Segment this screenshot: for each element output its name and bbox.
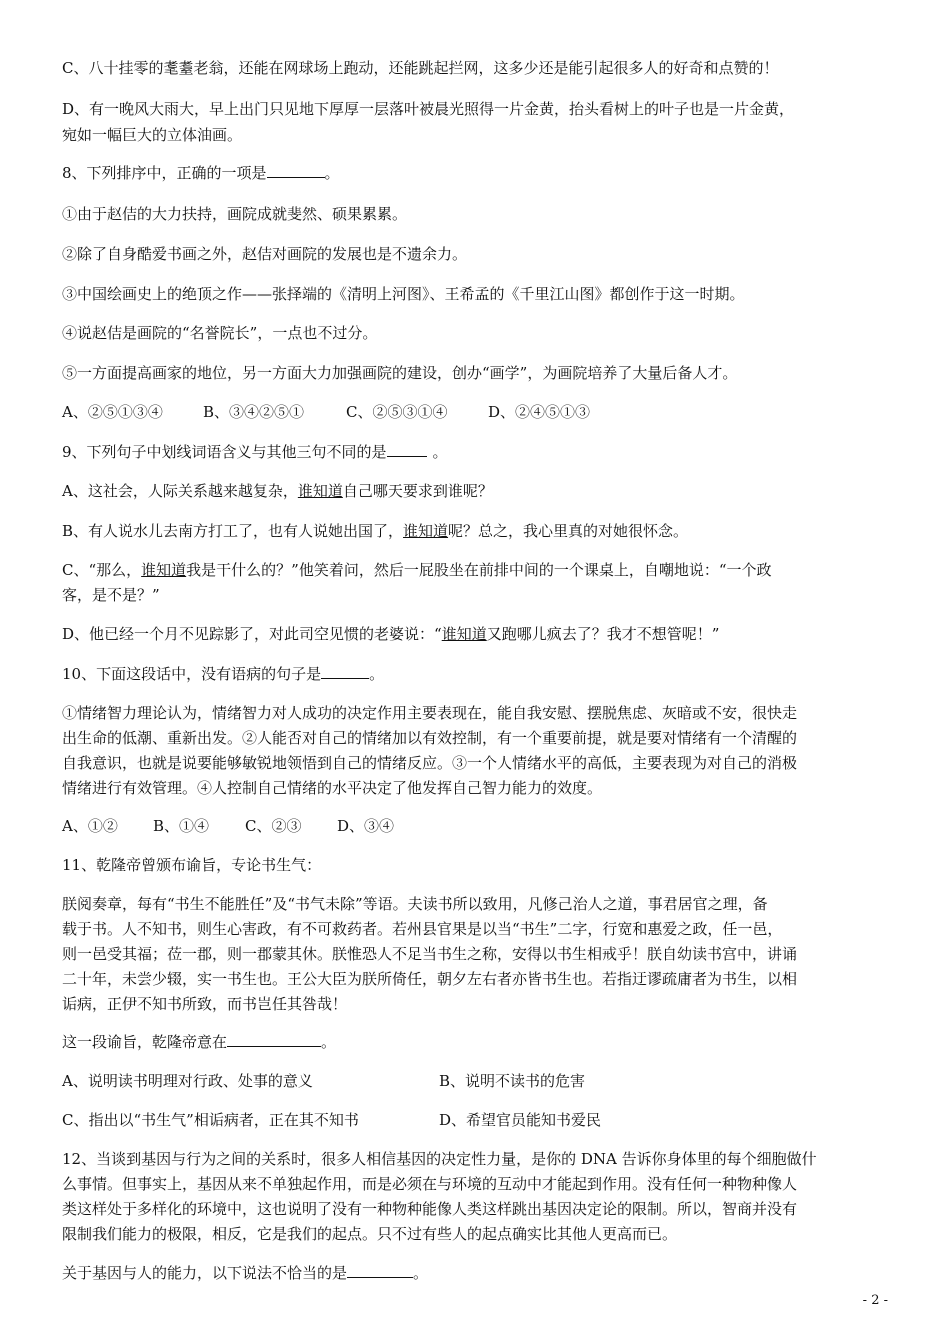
q8-sentence-4: ④说赵佶是画院的“名誉院长”，一点也不过分。 <box>62 324 378 342</box>
q9-stem <box>62 442 888 462</box>
q9-a-underlined: 谁知道 <box>297 482 343 500</box>
page-number: - 2 - <box>862 1293 888 1308</box>
q10-options <box>62 816 888 836</box>
q9-d-text-end: 又跑哪儿疯去了？我才不想管呢！” <box>486 625 720 643</box>
q12-question-text: 关于基因与人的能力，以下说法不恰当的是 <box>62 1264 348 1282</box>
q12-answer-blank <box>347 1263 413 1278</box>
q8-option-b: B、③④②⑤① <box>203 403 305 421</box>
q9-a-text: A、这社会，人际关系越来越复杂， <box>62 482 298 500</box>
q7-option-c: C、八十挂零的耄耋老翁，还能在网球场上跑动，还能跳起拦网，这多少还是能引起很多人的好奇和点赞的！ <box>62 59 779 77</box>
q8-option-a: A、②⑤①③④ <box>62 403 163 421</box>
q9-d-text: D、他已经一个月不见踪影了，对此司空见惯的老婆说：“ <box>62 625 442 643</box>
q11-option-b: B、说明不读书的危害 <box>439 1072 586 1090</box>
q8-stem-end: 。 <box>324 164 340 182</box>
q12-question-end: 。 <box>413 1264 429 1282</box>
q9-option-d <box>62 624 888 644</box>
q9-b-text: B、有人说水儿去南方打工了，也有人说她出国了， <box>62 522 404 540</box>
q9-b-text-end: 呢？总之，我心里真的对她很怀念。 <box>448 522 689 540</box>
q12-passage-line2: 么事情。但事实上，基因从来不单独起作用，而是必须在与环境的互动中才能起到作用。没有任何一种物种像人 <box>62 1175 798 1193</box>
q12-passage-line3: 类这样处于多样化的环境中，这也说明了没有一种物种能像人类这样跳出基因决定论的限制。所以，智商并没有 <box>62 1200 798 1218</box>
q11-passage-line2: 载于书。人不知书，则生心害政，有不可救药者。若州县官果是以当“书生”二字，行宽和惠爱之政，任一邑， <box>62 920 783 938</box>
q9-b-underlined: 谁知道 <box>403 522 449 540</box>
q8-sentence-5: ⑤一方面提高画家的地位，另一方面大力加强画院的建设，创办“画学”，为画院培养了大量后备人才。 <box>62 364 738 382</box>
q8-option-c: C、②⑤③①④ <box>346 403 448 421</box>
q11-passage-line1: 朕阅奏章，每有“书生不能胜任”及“书气未除”等语。夫读书所以致用，凡修己治人之道，事君居官之理，备 <box>62 895 768 913</box>
q7-option-d-line2: 宛如一幅巨大的立体油画。 <box>62 126 243 144</box>
q7-option-d-line1: D、有一晚风大雨大，早上出门只见地下厚厚一层落叶被晨光照得一片金黄，抬头看树上的叶子也是一片金黄， <box>62 100 795 118</box>
q11-passage-line5: 诟病，正伊不知书所致，而书岂任其咎哉！ <box>62 995 348 1013</box>
q11-passage-line3: 则一邑受其福；莅一郡，则一郡蒙其休。朕惟恐人不足当书生之称，安得以书生相戒乎！朕自幼读书宫中，讲诵 <box>62 945 798 963</box>
q12-passage-line1: 12、当谈到基因与行为之间的关系时，很多人相信基因的决定性力量，是你的 DNA 告诉你身体里的每个细胞做什 <box>62 1150 817 1168</box>
q8-options <box>62 402 888 422</box>
q11-options-row2 <box>62 1110 888 1130</box>
q11-option-d: D、希望官员能知书爱民 <box>439 1111 602 1129</box>
q11-stem: 11、乾隆帝曾颁布谕旨，专论书生气： <box>62 856 322 874</box>
q9-d-underlined: 谁知道 <box>441 625 487 643</box>
q10-option-b: B、①④ <box>153 817 210 835</box>
q9-answer-blank <box>387 442 427 457</box>
q9-stem-text: 9、下列句子中划线词语含义与其他三句不同的是 <box>62 443 387 461</box>
q8-stem <box>62 163 888 183</box>
q11-option-a: A、说明读书明理对行政、处事的意义 <box>62 1072 313 1090</box>
q10-answer-blank <box>321 664 369 679</box>
q9-c-underlined: 谁知道 <box>141 561 187 579</box>
q10-passage-line3: 自我意识，也就是说要能够敏锐地领悟到自己的情绪反应。③一个人情绪水平的高低，主要表现为对自己的消极 <box>62 754 798 772</box>
q8-sentence-3: ③中国绘画史上的绝顶之作——张择端的《清明上河图》、王希孟的《千里江山图》都创作于这一时期。 <box>62 285 745 303</box>
q11-question <box>62 1032 888 1052</box>
q9-a-text-end: 自己哪天要求到谁呢？ <box>342 482 493 500</box>
q9-c-text-end: 我是干什么的？”他笑着问，然后一屁股坐在前排中间的一个课桌上，自嘲地说：“一个政 <box>186 561 772 579</box>
q10-option-c: C、②③ <box>245 817 302 835</box>
q9-option-c-line2: 客，是不是？” <box>62 586 160 604</box>
q10-passage-line4: 情绪进行有效管理。④人控制自己情绪的水平决定了他发挥自己智力能力的效度。 <box>62 779 603 797</box>
q11-answer-blank <box>227 1032 321 1047</box>
q12-passage-line4: 限制我们能力的极限，相反，它是我们的起点。只不过有些人的起点确实比其他人更高而已。 <box>62 1225 678 1243</box>
q11-passage-line4: 二十年，未尝少辍，实一书生也。王公大臣为朕所倚任，朝夕左右者亦皆书生也。若指迂谬疏庸者为书生，以相 <box>62 970 798 988</box>
q8-answer-blank <box>267 163 325 178</box>
q8-stem-text: 8、下列排序中，正确的一项是 <box>62 164 267 182</box>
q8-option-d: D、②④⑤①③ <box>488 403 591 421</box>
q9-c-text: C、“那么， <box>62 561 142 579</box>
q9-option-a <box>62 481 888 501</box>
q10-option-a: A、①② <box>62 817 118 835</box>
q11-options-row1 <box>62 1071 888 1091</box>
q9-stem-end: 。 <box>432 443 448 461</box>
q8-sentence-1: ①由于赵佶的大力扶持，画院成就斐然、硕果累累。 <box>62 205 408 223</box>
q11-question-end: 。 <box>321 1033 337 1051</box>
q10-stem-text: 10、下面这段话中，没有语病的句子是 <box>62 665 322 683</box>
q9-option-c-line1 <box>62 560 888 580</box>
q8-sentence-2: ②除了自身酷爱书画之外，赵佶对画院的发展也是不遗余力。 <box>62 245 468 263</box>
q10-passage-line2: 出生命的低潮、重新出发。②人能否对自己的情绪加以有效控制，有一个重要前提，就是要对情绪有一个清醒的 <box>62 729 798 747</box>
q10-stem <box>62 664 888 684</box>
q9-option-b <box>62 521 888 541</box>
q11-question-text: 这一段谕旨，乾隆帝意在 <box>62 1033 228 1051</box>
q11-option-c: C、指出以“书生气”相诟病者，正在其不知书 <box>62 1111 359 1129</box>
q12-question <box>62 1263 888 1283</box>
q10-stem-end: 。 <box>369 665 385 683</box>
q10-passage-line1: ①情绪智力理论认为，情绪智力对人成功的决定作用主要表现在，能自我安慰、摆脱焦虑、灰暗或不安，很快走 <box>62 704 798 722</box>
q10-option-d: D、③④ <box>337 817 395 835</box>
